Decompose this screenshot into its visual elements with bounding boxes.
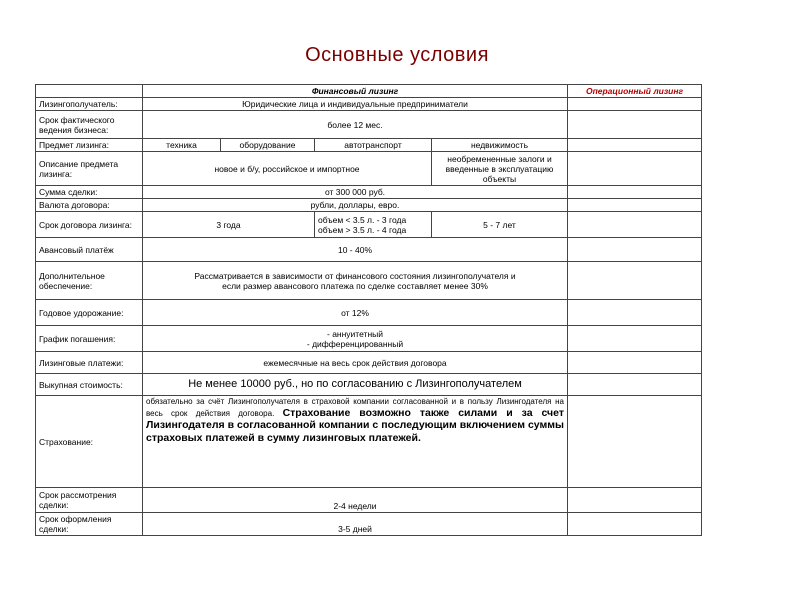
- empty-cell: [568, 374, 702, 396]
- amount-value: от 300 000 руб.: [143, 186, 568, 199]
- header-empty: [36, 85, 143, 98]
- payments-label: Лизинговые платежи:: [36, 352, 143, 374]
- empty-cell: [568, 212, 702, 238]
- security-line-1: Рассматривается в зависимости от финансового состояния лизингополучателя и: [194, 270, 516, 281]
- currency-value: рубли, доллары, евро.: [143, 199, 568, 212]
- subject-label: Предмет лизинга:: [36, 139, 143, 152]
- subject-realty: недвижимость: [432, 139, 568, 152]
- security-label: Дополнительное обеспечение:: [36, 262, 143, 300]
- row-description: [36, 152, 702, 186]
- description-new-used: новое и б/у, российское и импортное: [143, 152, 432, 186]
- business-term-value: более 12 мес.: [143, 111, 568, 139]
- header-financial-leasing: Финансовый лизинг: [143, 85, 568, 98]
- processing-label: Срок оформления сделки:: [36, 513, 143, 536]
- row-buyout: [36, 374, 702, 396]
- empty-cell: [568, 352, 702, 374]
- row-schedule: [36, 326, 702, 352]
- header-operational-leasing: Операционный лизинг: [568, 85, 702, 98]
- empty-cell: [568, 262, 702, 300]
- insurance-optional-text: Страхование возможно также силами и за счет Лизингодателя в согласованной компании с последующим включением суммы страховых платежей в сумму лизинговых платежей.: [146, 406, 564, 444]
- row-appreciation: [36, 300, 702, 326]
- insurance-value: [143, 396, 568, 488]
- row-security: [36, 262, 702, 300]
- currency-label: Валюта договора:: [36, 199, 143, 212]
- appreciation-value: от 12%: [143, 300, 568, 326]
- row-payments: [36, 352, 702, 374]
- empty-cell: [568, 111, 702, 139]
- empty-cell: [568, 199, 702, 212]
- term-label: Срок договора лизинга:: [36, 212, 143, 238]
- amount-label: Сумма сделки:: [36, 186, 143, 199]
- row-advance: [36, 238, 702, 262]
- empty-cell: [568, 326, 702, 352]
- empty-cell: [568, 186, 702, 199]
- conditions-table: [35, 84, 702, 536]
- advance-label: Авансовый платёж: [36, 238, 143, 262]
- buyout-label: Выкупная стоимость:: [36, 374, 143, 396]
- description-label: Описание предмета лизинга:: [36, 152, 143, 186]
- empty-cell: [568, 488, 702, 513]
- empty-cell: [568, 300, 702, 326]
- row-insurance: [36, 396, 702, 488]
- review-label: Срок рассмотрения сделки:: [36, 488, 143, 513]
- row-currency: [36, 199, 702, 212]
- insurance-mandatory-text: обязательно за счёт Лизингополучателя в страховой компании согласованной и в пользу Лизингодателя на весь срок действия договора.: [146, 397, 564, 418]
- empty-cell: [568, 238, 702, 262]
- term-realty: 5 - 7 лет: [432, 212, 568, 238]
- row-lessee: [36, 98, 702, 111]
- row-processing: [36, 513, 702, 536]
- lessee-label: Лизингополучатель:: [36, 98, 143, 111]
- schedule-label: График погашения:: [36, 326, 143, 352]
- term-transport-large: объем > 3.5 л. - 4 года: [318, 224, 407, 235]
- header-row: [36, 85, 702, 98]
- subject-transport: автотранспорт: [315, 139, 432, 152]
- schedule-differentiated: - дифференцированный: [306, 338, 404, 349]
- processing-value: 3-5 дней: [143, 513, 568, 536]
- advance-value: 10 - 40%: [143, 238, 568, 262]
- empty-cell: [568, 98, 702, 111]
- term-3-years: 3 года: [143, 212, 315, 238]
- empty-cell: [568, 152, 702, 186]
- row-term: [36, 212, 702, 238]
- empty-cell: [568, 513, 702, 536]
- schedule-annuity: - аннуитетный: [327, 328, 383, 339]
- appreciation-label: Годовое удорожание:: [36, 300, 143, 326]
- schedule-value: [143, 326, 568, 352]
- buyout-value: Не менее 10000 руб., но по согласованию с Лизингополучателем: [143, 374, 568, 396]
- subject-equipment: оборудование: [221, 139, 315, 152]
- description-realty: необремененные залоги и введенные в эксплуатацию объекты: [432, 152, 568, 186]
- empty-cell: [568, 139, 702, 152]
- term-transport-small: объем < 3.5 л. - 3 года: [318, 214, 407, 225]
- business-term-label: Срок фактического ведения бизнеса:: [36, 111, 143, 139]
- row-subject: [36, 139, 702, 152]
- review-value: 2-4 недели: [143, 488, 568, 513]
- row-review: [36, 488, 702, 513]
- lessee-value: Юридические лица и индивидуальные предприниматели: [143, 98, 568, 111]
- security-value: [143, 262, 568, 300]
- insurance-label: Страхование:: [36, 396, 143, 488]
- security-line-2: если размер авансового платежа по сделке составляет менее 30%: [222, 280, 488, 291]
- row-business-term: [36, 111, 702, 139]
- payments-value: ежемесячные на весь срок действия договора: [143, 352, 568, 374]
- row-amount: [36, 186, 702, 199]
- subject-machinery: техника: [143, 139, 221, 152]
- page-title: Основные условия: [305, 44, 489, 66]
- term-transport: [315, 212, 432, 238]
- empty-cell: [568, 396, 702, 488]
